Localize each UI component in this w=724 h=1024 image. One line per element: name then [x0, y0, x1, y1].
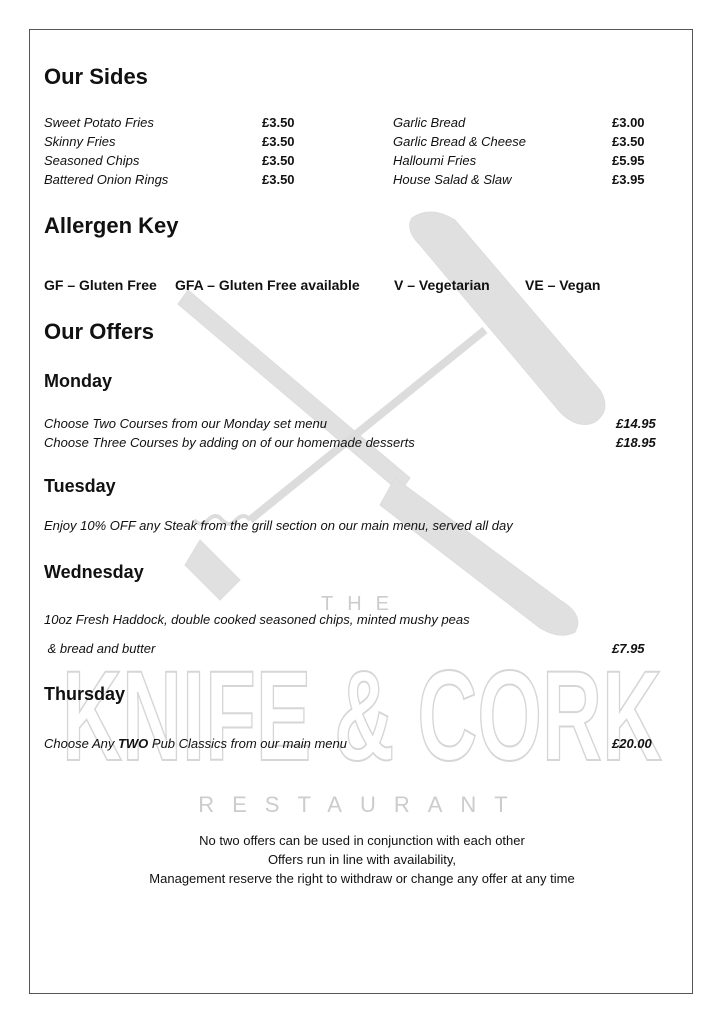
monday-heading: Monday	[44, 371, 113, 391]
side-item-price: £3.50	[262, 134, 295, 149]
wednesday-heading: Wednesday	[44, 562, 144, 582]
monday-offer-price: £18.95	[616, 435, 656, 450]
side-item-name: Skinny Fries	[44, 134, 116, 149]
watermark-restaurant: RESTAURANT	[198, 792, 526, 817]
monday-offer-price: £14.95	[616, 416, 656, 431]
wednesday-offer-price: £7.95	[612, 641, 645, 656]
thursday-offer-text	[44, 736, 347, 751]
side-item-name: Sweet Potato Fries	[44, 115, 154, 130]
side-item-price: £3.95	[612, 172, 645, 187]
thursday-offer-post: Pub Classics from our main menu	[148, 736, 347, 751]
allergen-key-v: V – Vegetarian	[394, 277, 490, 293]
side-item-price: £3.50	[262, 172, 295, 187]
side-item-price: £3.00	[612, 115, 645, 130]
allergen-heading: Allergen Key	[44, 213, 179, 238]
thursday-offer-emphasis: TWO	[117, 736, 149, 751]
allergen-key-gf: GF – Gluten Free	[44, 277, 157, 293]
side-item-name: House Salad & Slaw	[393, 172, 512, 187]
footer-line: Offers run in line with availability,	[267, 852, 457, 867]
wednesday-offer-text-cont: & bread and butter	[44, 641, 156, 656]
allergen-key-gfa: GFA – Gluten Free available	[175, 277, 360, 293]
side-item-name: Garlic Bread	[393, 115, 466, 130]
thursday-heading: Thursday	[44, 684, 126, 704]
side-item-price: £5.95	[612, 153, 645, 168]
monday-offer-text: Choose Two Courses from our Monday set menu	[44, 416, 327, 431]
wednesday-offer-text: 10oz Fresh Haddock, double cooked seasoned chips, minted mushy peas	[44, 612, 470, 627]
tuesday-heading: Tuesday	[44, 476, 116, 496]
thursday-offer-price: £20.00	[612, 736, 652, 751]
side-item-price: £3.50	[612, 134, 645, 149]
tuesday-offer-text: Enjoy 10% OFF any Steak from the grill section on our main menu, served all day	[44, 518, 513, 533]
footer-line: No two offers can be used in conjunction with each other	[199, 833, 525, 848]
side-item-price: £3.50	[262, 115, 295, 130]
watermark-brand: KNIFE & CORK	[62, 645, 662, 788]
sides-heading: Our Sides	[44, 64, 148, 89]
side-item-name: Halloumi Fries	[393, 153, 477, 168]
watermark-the: THE	[321, 593, 403, 615]
thursday-offer-pre: Choose Any	[44, 736, 118, 751]
side-item-name: Garlic Bread & Cheese	[393, 134, 526, 149]
side-item-name: Battered Onion Rings	[44, 172, 169, 187]
allergen-key-ve: VE – Vegan	[525, 277, 601, 293]
offers-heading: Our Offers	[44, 319, 155, 344]
footer-line: Management reserve the right to withdraw or change any offer at any time	[149, 871, 575, 886]
side-item-name: Seasoned Chips	[44, 153, 140, 168]
side-item-price: £3.50	[262, 153, 295, 168]
monday-offer-text: Choose Three Courses by adding on of our homemade desserts	[44, 435, 415, 450]
